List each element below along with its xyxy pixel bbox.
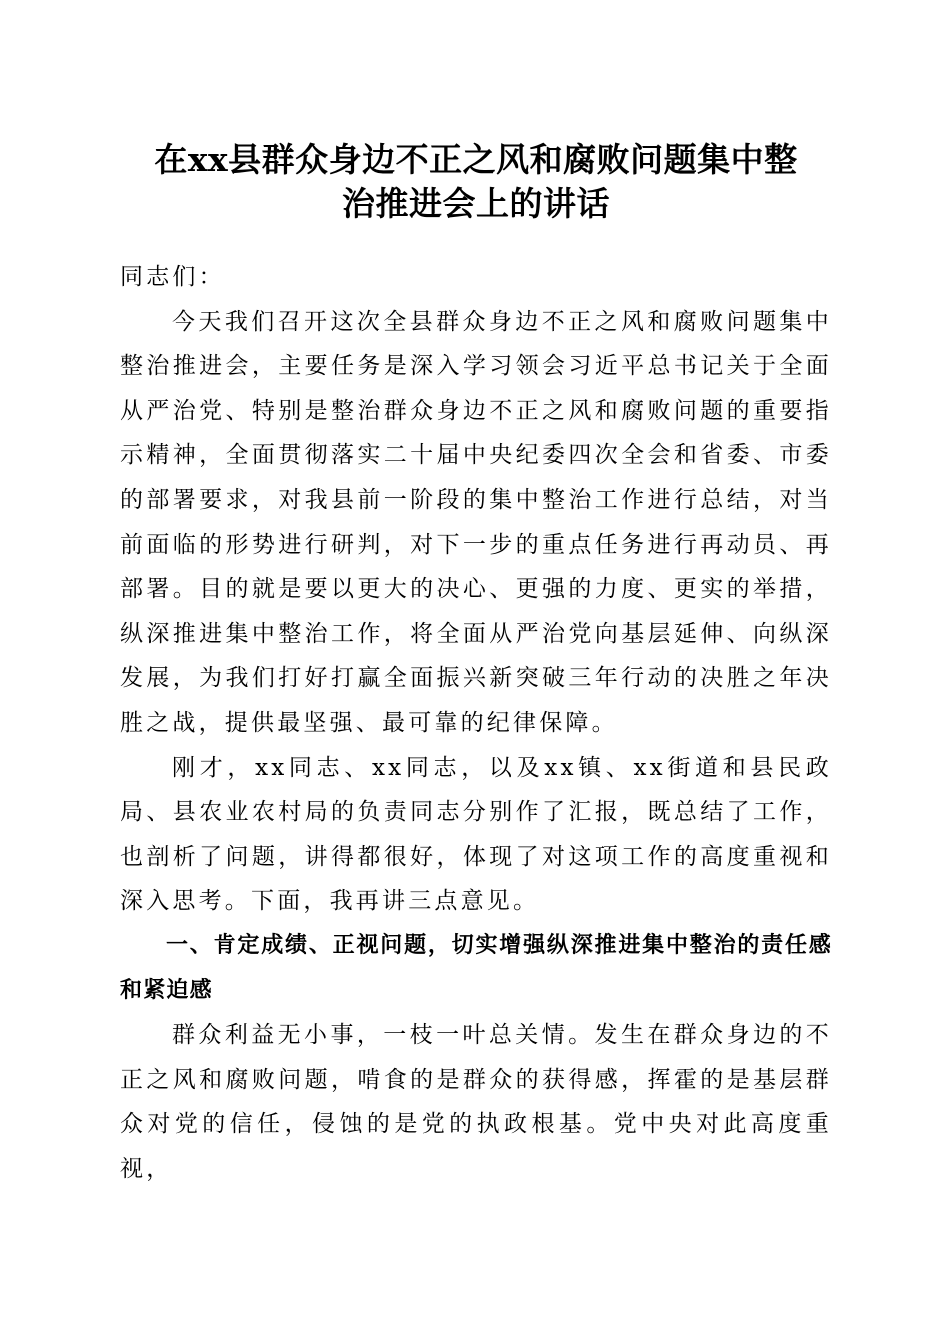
document-body bbox=[120, 255, 832, 1191]
title-line-1: 在xx县群众身边不正之风和腐败问题集中整 bbox=[154, 140, 798, 179]
document-title bbox=[120, 138, 832, 226]
title-line-2: 治推进会上的讲话 bbox=[342, 184, 610, 223]
section-heading-1: 一、肯定成绩、正视问题，切实增强纵深推进集中整治的责任感和紧迫感 bbox=[120, 932, 832, 1003]
paragraph-3: 群众利益无小事，一枝一叶总关情。发生在群众身边的不正之风和腐败问题，啃食的是群众的获得感，挥霍的是基层群众对党的信任，侵蚀的是党的执政根基。党中央对此高度重视， bbox=[120, 1022, 832, 1182]
paragraph-2: 刚才，xx同志、xx同志，以及xx镇、xx街道和县民政局、县农业农村局的负责同志分别作了汇报，既总结了工作，也剖析了问题，讲得都很好，体现了对这项工作的高度重视和深入思考。下面，我再讲三点意见。 bbox=[120, 754, 832, 915]
paragraph-1: 今天我们召开这次全县群众身边不正之风和腐败问题集中整治推进会，主要任务是深入学习领会习近平总书记关于全面从严治党、特别是整治群众身边不正之风和腐败问题的重要指示精神，全面贯彻落实二十届中央纪委四次全会和省委、市委的部署要求，对我县前一阶段的集中整治工作进行总结，对当前面临的形势进行研判，对下一步的重点任务进行再动员、再部署。目的就是要以更大的决心、更强的力度、更实的举措，纵深推进集中整治工作，将全面从严治党向基层延伸、向纵深发展，为我们打好打赢全面振兴新突破三年行动的决胜之年决胜之战，提供最坚强、最可靠的纪律保障。 bbox=[120, 308, 832, 736]
salutation: 同志们： bbox=[120, 264, 225, 290]
